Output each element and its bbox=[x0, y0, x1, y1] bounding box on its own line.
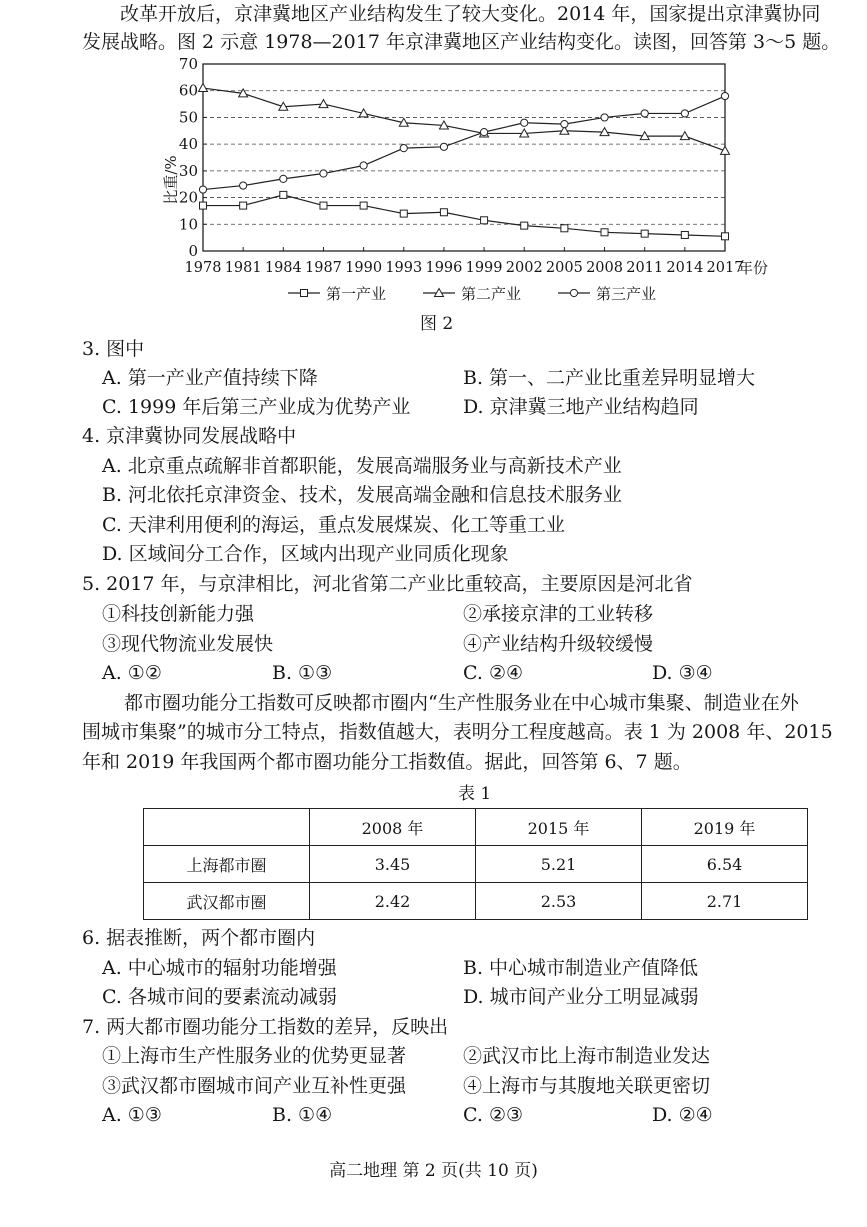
data-point bbox=[400, 210, 407, 217]
q5-option-b: B. ①③ bbox=[272, 662, 333, 684]
data-point bbox=[320, 170, 327, 177]
x-axis-unit: 年份 bbox=[738, 259, 769, 277]
q7-statement-2: ②武汉市比上海市制造业发达 bbox=[463, 1045, 711, 1067]
data-point bbox=[641, 230, 648, 237]
data-point bbox=[199, 84, 208, 92]
data-point bbox=[280, 191, 287, 198]
series-line bbox=[203, 88, 725, 151]
legend-marker bbox=[301, 290, 308, 297]
intro2-line2: 围城市集聚”的城市分工特点，指数值越大，表明分工程度越高。表 1 为 2008 年、2015 bbox=[82, 721, 833, 743]
figure-caption: 图 2 bbox=[420, 314, 454, 334]
x-tick-label: 1981 bbox=[224, 260, 262, 276]
q5-statement-3: ③现代物流业发展快 bbox=[102, 633, 274, 655]
intro1-line2: 发展战略。图 2 示意 1978—2017 年京津冀地区产业结构变化。读图，回答第 3～5 题。 bbox=[82, 31, 841, 53]
q5-statement-2: ②承接京津的工业转移 bbox=[463, 603, 654, 625]
data-point bbox=[440, 143, 447, 150]
table-header-cell: 2008 年 bbox=[310, 809, 476, 846]
data-point bbox=[721, 146, 730, 154]
data-point bbox=[240, 182, 247, 189]
q4-option-d: D. 区域间分工合作，区域内出现产业同质化现象 bbox=[102, 543, 509, 565]
q7-option-d: D. ②④ bbox=[652, 1104, 713, 1126]
table-cell: 5.21 bbox=[476, 846, 642, 883]
table-caption: 表 1 bbox=[458, 784, 492, 804]
legend-label: 第二产业 bbox=[461, 285, 522, 303]
table-cell: 武汉都市圈 bbox=[144, 883, 310, 920]
data-point bbox=[400, 145, 407, 152]
data-point bbox=[722, 233, 729, 240]
x-tick-label: 1987 bbox=[305, 260, 342, 276]
data-point bbox=[440, 209, 447, 216]
data-point bbox=[280, 175, 287, 182]
table-cell: 6.54 bbox=[642, 846, 808, 883]
table-cell: 2.71 bbox=[642, 883, 808, 920]
x-tick-label: 1978 bbox=[184, 260, 222, 276]
data-point bbox=[601, 114, 608, 121]
table-row bbox=[144, 883, 808, 920]
data-point bbox=[360, 202, 367, 209]
q6-option-b: B. 中心城市制造业产值降低 bbox=[463, 957, 699, 979]
chart-legend bbox=[288, 285, 656, 303]
table-header-cell: 2019 年 bbox=[642, 809, 808, 846]
data-point bbox=[481, 217, 488, 224]
y-tick-label: 30 bbox=[178, 161, 198, 180]
q7-option-c: C. ②③ bbox=[463, 1104, 524, 1126]
page-footer: 高二地理 第 2 页(共 10 页) bbox=[329, 1161, 538, 1181]
y-tick-label: 10 bbox=[178, 215, 198, 234]
q5-stem: 5. 2017 年，与京津相比，河北省第二产业比重较高，主要原因是河北省 bbox=[82, 573, 693, 595]
q4-option-c: C. 天津利用便利的海运，重点发展煤炭、化工等重工业 bbox=[102, 514, 565, 536]
x-tick-label: 1990 bbox=[345, 260, 383, 276]
table-header-cell: 2015 年 bbox=[476, 809, 642, 846]
table-row bbox=[144, 846, 808, 883]
q6-stem: 6. 据表推断，两个都市圈内 bbox=[82, 927, 316, 949]
q3-option-c: C. 1999 年后第三产业成为优势产业 bbox=[102, 396, 411, 418]
chart-series bbox=[199, 84, 730, 240]
x-tick-label: 2002 bbox=[505, 260, 543, 276]
data-point bbox=[561, 225, 568, 232]
x-tick-label: 2011 bbox=[626, 260, 664, 276]
table-cell: 2.42 bbox=[310, 883, 476, 920]
data-point bbox=[641, 110, 648, 117]
q5-option-a: A. ①② bbox=[102, 662, 162, 684]
q5-statement-1: ①科技创新能力强 bbox=[102, 603, 255, 625]
legend-label: 第三产业 bbox=[596, 285, 657, 303]
data-point bbox=[681, 110, 688, 117]
data-point bbox=[240, 202, 247, 209]
y-tick-label: 20 bbox=[178, 188, 198, 207]
data-point bbox=[319, 100, 328, 108]
q4-option-a: A. 北京重点疏解非首都职能，发展高端服务业与高新技术产业 bbox=[102, 455, 622, 477]
y-tick-label: 0 bbox=[188, 242, 198, 260]
q3-stem: 3. 图中 bbox=[82, 338, 145, 360]
q4-option-b: B. 河北依托京津资金、技术，发展高端金融和信息技术服务业 bbox=[102, 484, 623, 506]
x-tick-label: 2005 bbox=[545, 260, 583, 276]
table-cell: 上海都市圈 bbox=[144, 846, 310, 883]
q5-option-c: C. ②④ bbox=[463, 662, 524, 684]
y-tick-label: 70 bbox=[178, 55, 198, 73]
q6-option-a: A. 中心城市的辐射功能增强 bbox=[102, 957, 337, 979]
data-point bbox=[199, 186, 206, 193]
q7-statement-4: ④上海市与其腹地关联更密切 bbox=[463, 1075, 711, 1097]
intro2-line1: 都市圈功能分工指数可反映都市圈内“生产性服务业在中心城市集聚、制造业在外 bbox=[124, 692, 799, 714]
y-tick-label: 40 bbox=[178, 135, 198, 154]
q7-stem: 7. 两大都市圈功能分工指数的差异，反映出 bbox=[82, 1016, 449, 1038]
data-point bbox=[601, 229, 608, 236]
x-tick-label: 2014 bbox=[666, 260, 704, 276]
x-tick-label: 1984 bbox=[264, 260, 302, 276]
data-point bbox=[360, 162, 367, 169]
x-tick-label: 2008 bbox=[586, 260, 623, 276]
q6-option-c: C. 各城市间的要素流动减弱 bbox=[102, 986, 337, 1008]
data-point bbox=[521, 119, 528, 126]
q3-option-b: B. 第一、二产业比重差异明显增大 bbox=[463, 367, 756, 389]
table-cell: 2.53 bbox=[476, 883, 642, 920]
plot-frame bbox=[203, 64, 725, 251]
data-point bbox=[561, 121, 568, 128]
q3-option-a: A. 第一产业产值持续下降 bbox=[102, 367, 318, 389]
q7-statement-3: ③武汉都市圈城市间产业互补性更强 bbox=[102, 1075, 407, 1097]
q3-option-d: D. 京津冀三地产业结构趋同 bbox=[463, 396, 699, 418]
series-3 bbox=[199, 92, 728, 193]
intro2-line3: 年和 2019 年我国两个都市圈功能分工指数值。据此，回答第 6、7 题。 bbox=[82, 751, 692, 773]
x-tick-label: 2017 bbox=[706, 260, 744, 276]
series-1 bbox=[200, 191, 729, 239]
table-1 bbox=[143, 808, 808, 920]
intro1-line1: 改革开放后，京津冀地区产业结构发生了较大变化。2014 年，国家提出京津冀协同 bbox=[120, 3, 821, 25]
data-point bbox=[721, 92, 728, 99]
data-point bbox=[200, 202, 207, 209]
legend-item bbox=[423, 285, 521, 303]
q7-option-a: A. ①③ bbox=[102, 1104, 162, 1126]
y-tick-label: 60 bbox=[178, 81, 198, 100]
table-cell: 3.45 bbox=[310, 846, 476, 883]
legend-item bbox=[288, 285, 386, 303]
q7-statement-1: ①上海市生产性服务业的优势更显著 bbox=[102, 1045, 407, 1067]
series-2 bbox=[199, 84, 730, 155]
legend-label: 第一产业 bbox=[326, 285, 387, 303]
legend-item bbox=[558, 285, 656, 303]
table-header-row bbox=[144, 809, 808, 846]
data-point bbox=[320, 202, 327, 209]
q7-option-b: B. ①④ bbox=[272, 1104, 333, 1126]
legend-marker bbox=[570, 289, 577, 296]
chart-axes bbox=[179, 55, 744, 276]
x-tick-label: 1999 bbox=[465, 260, 503, 276]
table-header-cell bbox=[144, 809, 310, 846]
x-tick-label: 1993 bbox=[385, 260, 423, 276]
data-point bbox=[521, 222, 528, 229]
q6-option-d: D. 城市间产业分工明显减弱 bbox=[463, 986, 699, 1008]
y-axis-label: 比重/% bbox=[162, 155, 180, 205]
data-point bbox=[480, 129, 487, 136]
industry-structure-chart bbox=[150, 52, 770, 310]
y-tick-label: 50 bbox=[178, 108, 198, 127]
q4-stem: 4. 京津冀协同发展战略中 bbox=[82, 425, 297, 447]
q5-option-d: D. ③④ bbox=[652, 662, 713, 684]
data-point bbox=[681, 231, 688, 238]
q5-statement-4: ④产业结构升级较缓慢 bbox=[463, 633, 654, 655]
x-tick-label: 1996 bbox=[425, 260, 463, 276]
